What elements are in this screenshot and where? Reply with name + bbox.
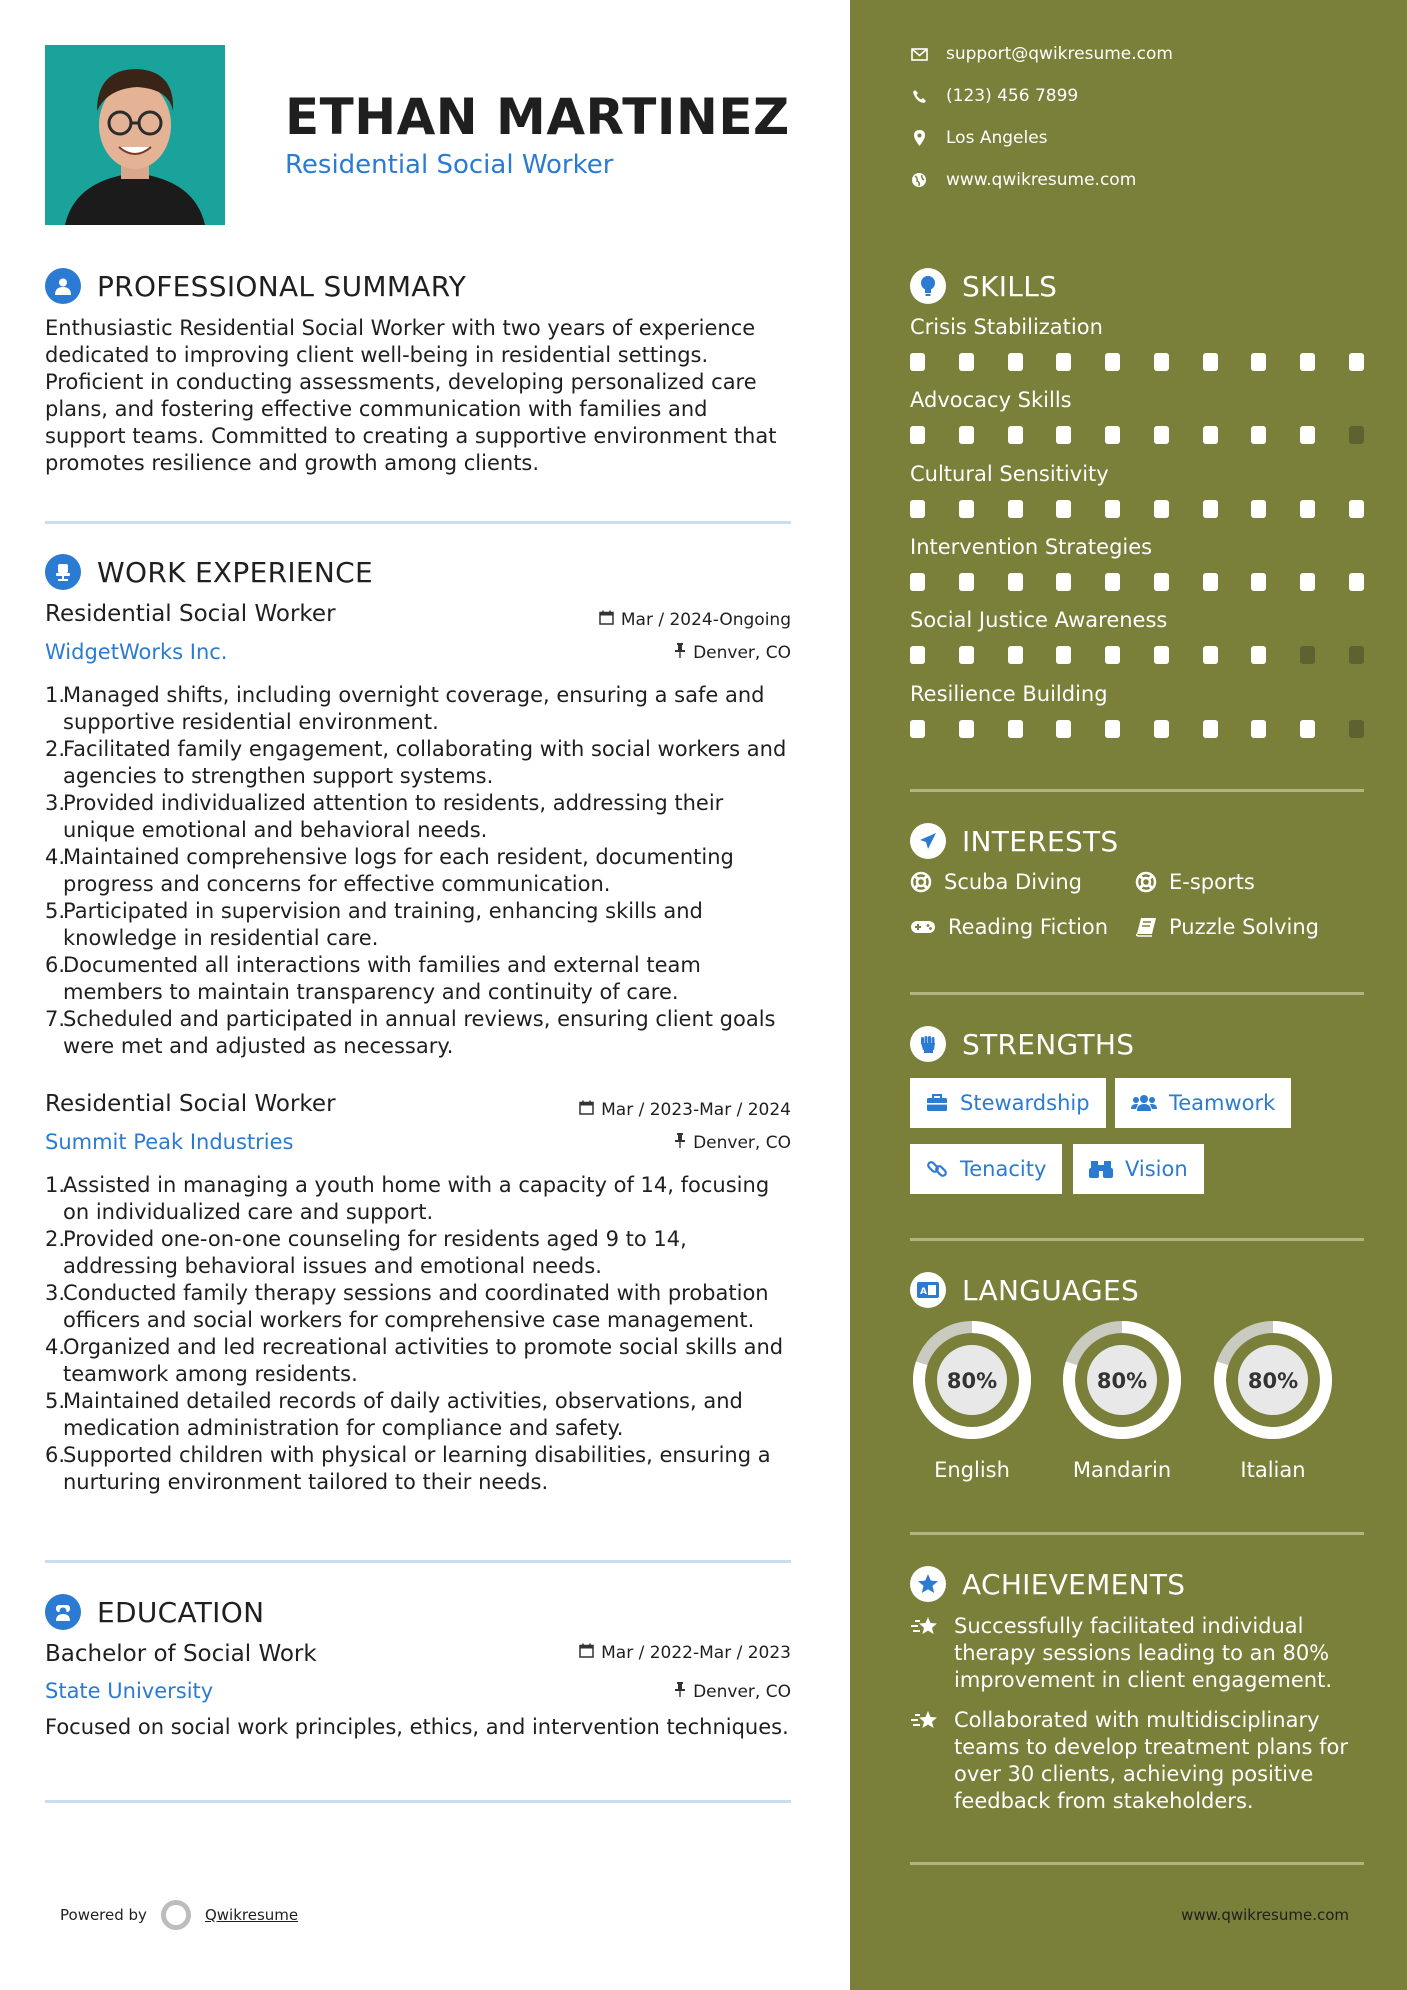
list-item: Maintained detailed records of daily activities, observations, and medication administration for compliance and safety. bbox=[63, 1389, 743, 1440]
skill-dot-filled bbox=[959, 500, 974, 518]
skill-dot-filled bbox=[1300, 573, 1315, 591]
list-item: Scheduled and participated in annual reviews, ensuring client goals were met and adjusted as necessary. bbox=[63, 1007, 776, 1058]
link-icon bbox=[926, 1158, 948, 1180]
skill-dot-filled bbox=[1056, 500, 1071, 518]
skill-dot-filled bbox=[1154, 500, 1169, 518]
location-text: Los Angeles bbox=[946, 128, 1048, 148]
strength-label: Teamwork bbox=[1169, 1091, 1276, 1115]
job-location bbox=[674, 643, 791, 663]
skill-name: Crisis Stabilization bbox=[910, 315, 1103, 339]
languages-title: LANGUAGES bbox=[962, 1273, 1140, 1307]
skill-dot-filled bbox=[1056, 646, 1071, 664]
briefcase-icon bbox=[926, 1094, 948, 1112]
skill-rating bbox=[910, 353, 1364, 371]
calendar-icon bbox=[599, 610, 614, 630]
binoculars-icon bbox=[1089, 1159, 1113, 1179]
skill-dot-filled bbox=[1203, 646, 1218, 664]
skill-dot-filled bbox=[959, 573, 974, 591]
skill-dot-filled bbox=[1008, 426, 1023, 444]
interest-label: E-sports bbox=[1169, 870, 1255, 894]
skill-dot-filled bbox=[1008, 500, 1023, 518]
education-location-text: Denver, CO bbox=[693, 1682, 791, 1702]
strength-label: Stewardship bbox=[960, 1091, 1090, 1115]
sidebar bbox=[850, 0, 1407, 1990]
skill-dot-filled bbox=[1008, 353, 1023, 371]
skill-dot-filled bbox=[910, 646, 925, 664]
job-dates bbox=[579, 1100, 791, 1120]
shooting-star-icon bbox=[910, 1709, 940, 1733]
candidate-role: Residential Social Worker bbox=[285, 150, 614, 180]
skill-dot-filled bbox=[1203, 353, 1218, 371]
calendar-icon bbox=[579, 1100, 594, 1120]
job-title: Residential Social Worker bbox=[45, 1091, 336, 1117]
language-percent: 80% bbox=[1096, 1369, 1148, 1393]
skill-dot-filled bbox=[959, 426, 974, 444]
lightbulb-icon bbox=[910, 268, 946, 304]
achievement-text: Successfully facilitated individual therapy sessions leading to an 80% improvement in client engagement. bbox=[954, 1614, 1333, 1692]
skill-name: Cultural Sensitivity bbox=[910, 462, 1109, 486]
section-divider bbox=[910, 789, 1364, 792]
pin-icon bbox=[674, 1682, 686, 1702]
list-item: Maintained comprehensive logs for each resident, documenting progress and concerns for effective communication. bbox=[63, 845, 734, 896]
skill-dot-filled bbox=[1154, 573, 1169, 591]
job-location-text: Denver, CO bbox=[693, 643, 791, 663]
powered-by-text: Powered by bbox=[60, 1906, 147, 1924]
job-duties-list bbox=[45, 682, 800, 1060]
section-divider bbox=[910, 1532, 1364, 1535]
contact-location bbox=[910, 128, 1048, 148]
skill-dot-filled bbox=[1203, 426, 1218, 444]
powered-by bbox=[60, 1900, 298, 1930]
skill-dot-filled bbox=[1349, 353, 1364, 371]
languages-heading bbox=[910, 1272, 1139, 1308]
skill-dot-filled bbox=[1105, 720, 1120, 738]
skill-dot-filled bbox=[1008, 720, 1023, 738]
job-title: Residential Social Worker bbox=[45, 601, 336, 627]
interest-label: Scuba Diving bbox=[944, 870, 1082, 894]
skill-name: Resilience Building bbox=[910, 682, 1108, 706]
skill-dot-filled bbox=[910, 426, 925, 444]
skill-dot-filled bbox=[1154, 353, 1169, 371]
section-divider bbox=[45, 521, 791, 524]
summary-heading bbox=[45, 268, 466, 304]
school-name: State University bbox=[45, 1679, 214, 1703]
skill-dot-filled bbox=[1154, 426, 1169, 444]
education-dates-text: Mar / 2022-Mar / 2023 bbox=[601, 1643, 791, 1663]
skill-dot-filled bbox=[1056, 573, 1071, 591]
language-name: English bbox=[934, 1458, 1010, 1482]
skill-dot-filled bbox=[910, 720, 925, 738]
skill-name: Social Justice Awareness bbox=[910, 608, 1168, 632]
interests-title: INTERESTS bbox=[962, 824, 1119, 858]
skill-rating bbox=[910, 500, 1364, 518]
lifebuoy-icon bbox=[910, 871, 932, 893]
pin-icon bbox=[674, 643, 686, 663]
svg-text:A: A bbox=[920, 1287, 927, 1297]
language-item bbox=[1060, 1318, 1184, 1482]
section-divider bbox=[45, 1560, 791, 1563]
skill-rating bbox=[910, 573, 1364, 591]
skill-dot-filled bbox=[1251, 500, 1266, 518]
skill-dot-filled bbox=[1008, 573, 1023, 591]
job-location-text: Denver, CO bbox=[693, 1133, 791, 1153]
summary-title: PROFESSIONAL SUMMARY bbox=[97, 269, 467, 303]
summary-text: Enthusiastic Residential Social Worker with two years of experience dedicated to improving client well-being in residential settings. Proficient in conducting assessments, developing personalized care plans, and fostering effective communication with families and support teams. Committed to creating a supportive environment that promotes resilience and growth among clients. bbox=[45, 316, 777, 475]
star-badge-icon bbox=[910, 1566, 946, 1602]
map-marker-icon bbox=[910, 129, 928, 147]
list-item: Supported children with physical or learning disabilities, ensuring a nurturing environment tailored to their needs. bbox=[63, 1443, 771, 1494]
skill-dot-filled bbox=[1349, 500, 1364, 518]
phone-text: (123) 456 7899 bbox=[946, 86, 1079, 106]
skill-dot-empty bbox=[1349, 646, 1364, 664]
strength-chip bbox=[1073, 1144, 1204, 1194]
degree-title: Bachelor of Social Work bbox=[45, 1641, 317, 1667]
skill-dot-filled bbox=[1105, 426, 1120, 444]
achievements-title: ACHIEVEMENTS bbox=[962, 1567, 1186, 1601]
interest-item bbox=[910, 915, 1108, 939]
contact-phone[interactable] bbox=[910, 86, 1078, 106]
skills-heading bbox=[910, 268, 1057, 304]
skill-dot-filled bbox=[1056, 426, 1071, 444]
strengths-heading bbox=[910, 1026, 1134, 1062]
skill-dot-filled bbox=[1154, 720, 1169, 738]
graduate-icon bbox=[45, 1594, 81, 1630]
skill-dot-filled bbox=[1105, 353, 1120, 371]
website-text: www.qwikresume.com bbox=[946, 170, 1137, 190]
skill-name: Intervention Strategies bbox=[910, 535, 1153, 559]
list-item: Assisted in managing a youth home with a capacity of 14, focusing on individualized care and support. bbox=[63, 1173, 770, 1224]
job-duties-list bbox=[45, 1172, 800, 1496]
skill-dot-filled bbox=[910, 500, 925, 518]
users-icon bbox=[1131, 1094, 1157, 1112]
language-progress-ring bbox=[1211, 1318, 1335, 1442]
skill-dot-filled bbox=[910, 353, 925, 371]
strength-label: Vision bbox=[1125, 1157, 1188, 1181]
language-item bbox=[910, 1318, 1034, 1482]
list-item: Conducted family therapy sessions and coordinated with probation officers and social workers for comprehensive case management. bbox=[63, 1281, 769, 1332]
education-description: Focused on social work principles, ethics, and intervention techniques. bbox=[45, 1715, 789, 1739]
language-progress-ring bbox=[1060, 1318, 1184, 1442]
gamepad-icon bbox=[910, 918, 936, 936]
skill-dot-filled bbox=[1105, 500, 1120, 518]
skill-dot-filled bbox=[1251, 720, 1266, 738]
fist-icon bbox=[910, 1026, 946, 1062]
achievement-item bbox=[910, 1707, 1370, 1815]
brand-link[interactable]: Qwikresume bbox=[204, 1906, 299, 1924]
phone-icon bbox=[910, 87, 928, 105]
language-percent: 80% bbox=[1247, 1369, 1299, 1393]
interest-item bbox=[910, 870, 1082, 894]
skill-dot-filled bbox=[1105, 646, 1120, 664]
skill-rating bbox=[910, 646, 1364, 664]
paper-plane-icon bbox=[910, 823, 946, 859]
skill-dot-filled bbox=[1251, 426, 1266, 444]
user-icon bbox=[45, 268, 81, 304]
candidate-name: ETHAN MARTINEZ bbox=[285, 88, 790, 146]
profile-photo bbox=[45, 45, 225, 225]
shooting-star-icon bbox=[910, 1615, 940, 1639]
skill-dot-empty bbox=[1349, 426, 1364, 444]
skill-dot-filled bbox=[1154, 646, 1169, 664]
calendar-icon bbox=[579, 1643, 594, 1663]
qwikresume-logo-icon bbox=[161, 1900, 191, 1930]
globe-icon bbox=[910, 171, 928, 189]
book-icon bbox=[1135, 917, 1157, 937]
email-text: support@qwikresume.com bbox=[946, 44, 1173, 64]
achievement-text: Collaborated with multidisciplinary teams to develop treatment plans for over 30 clients, achieving positive feedback from stakeholders. bbox=[954, 1708, 1348, 1813]
skill-dot-filled bbox=[1008, 646, 1023, 664]
language-icon bbox=[910, 1272, 946, 1308]
language-name: Mandarin bbox=[1072, 1458, 1172, 1482]
job-company: Summit Peak Industries bbox=[45, 1130, 294, 1154]
skill-dot-filled bbox=[1300, 500, 1315, 518]
section-divider bbox=[910, 1862, 1364, 1865]
skill-dot-filled bbox=[1203, 500, 1218, 518]
contact-email[interactable] bbox=[910, 44, 1173, 64]
language-progress-ring bbox=[910, 1318, 1034, 1442]
skill-rating bbox=[910, 720, 1364, 738]
skill-dot-filled bbox=[1300, 426, 1315, 444]
skill-dot-filled bbox=[1203, 720, 1218, 738]
list-item: Participated in supervision and training, enhancing skills and knowledge in residential care. bbox=[63, 899, 703, 950]
interest-label: Puzzle Solving bbox=[1169, 915, 1319, 939]
list-item: Managed shifts, including overnight coverage, ensuring a safe and supportive residential environment. bbox=[63, 683, 765, 734]
strength-chip bbox=[1115, 1078, 1291, 1128]
skill-dot-filled bbox=[910, 573, 925, 591]
skill-name: Advocacy Skills bbox=[910, 388, 1072, 412]
interest-item bbox=[1135, 915, 1319, 939]
strength-chip bbox=[910, 1144, 1062, 1194]
language-percent: 80% bbox=[946, 1369, 998, 1393]
skill-dot-filled bbox=[1349, 573, 1364, 591]
education-dates bbox=[579, 1643, 791, 1663]
job-location bbox=[674, 1133, 791, 1153]
skill-dot-filled bbox=[959, 720, 974, 738]
lifebuoy-icon bbox=[1135, 871, 1157, 893]
list-item: Provided one-on-one counseling for residents aged 9 to 14, addressing behavioral issues and emotional needs. bbox=[63, 1227, 687, 1278]
strength-label: Tenacity bbox=[960, 1157, 1047, 1181]
skill-dot-filled bbox=[1251, 353, 1266, 371]
language-name: Italian bbox=[1240, 1458, 1306, 1482]
achievements-heading bbox=[910, 1566, 1185, 1602]
chair-icon bbox=[45, 554, 81, 590]
language-item bbox=[1211, 1318, 1335, 1482]
strength-chip bbox=[910, 1078, 1106, 1128]
interest-item bbox=[1135, 870, 1255, 894]
skill-dot-filled bbox=[1056, 720, 1071, 738]
job-company: WidgetWorks Inc. bbox=[45, 640, 228, 664]
interest-label: Reading Fiction bbox=[948, 915, 1109, 939]
footer-website[interactable]: www.qwikresume.com bbox=[1181, 1906, 1349, 1924]
strengths-title: STRENGTHS bbox=[962, 1027, 1135, 1061]
skill-dot-filled bbox=[1056, 353, 1071, 371]
education-heading bbox=[45, 1594, 264, 1630]
skill-rating bbox=[910, 426, 1364, 444]
skill-dot-empty bbox=[1300, 646, 1315, 664]
interests-heading bbox=[910, 823, 1119, 859]
pin-icon bbox=[674, 1133, 686, 1153]
experience-heading bbox=[45, 554, 373, 590]
list-item: Facilitated family engagement, collaborating with social workers and agencies to strengthen support systems. bbox=[63, 737, 787, 788]
skill-dot-empty bbox=[1349, 720, 1364, 738]
skill-dot-filled bbox=[1300, 720, 1315, 738]
list-item: Documented all interactions with families and external team members to maintain transparency and continuity of care. bbox=[63, 953, 701, 1004]
skill-dot-filled bbox=[1251, 646, 1266, 664]
skill-dot-filled bbox=[959, 353, 974, 371]
section-divider bbox=[45, 1800, 791, 1803]
skill-dot-filled bbox=[1203, 573, 1218, 591]
section-divider bbox=[910, 1238, 1364, 1241]
job-dates-text: Mar / 2023-Mar / 2024 bbox=[601, 1100, 791, 1120]
experience-title: WORK EXPERIENCE bbox=[97, 555, 373, 589]
list-item: Organized and led recreational activities to promote social skills and teamwork among residents. bbox=[63, 1335, 784, 1386]
list-item: Provided individualized attention to residents, addressing their unique emotional and behavioral needs. bbox=[63, 791, 724, 842]
education-title: EDUCATION bbox=[97, 1595, 265, 1629]
education-location bbox=[674, 1682, 791, 1702]
skill-dot-filled bbox=[1251, 573, 1266, 591]
section-divider bbox=[910, 992, 1364, 995]
job-dates bbox=[599, 610, 791, 630]
skills-title: SKILLS bbox=[962, 269, 1058, 303]
skill-dot-filled bbox=[1300, 353, 1315, 371]
skill-dot-filled bbox=[1105, 573, 1120, 591]
skill-dot-filled bbox=[959, 646, 974, 664]
envelope-icon bbox=[910, 45, 928, 63]
job-dates-text: Mar / 2024-Ongoing bbox=[620, 610, 791, 630]
achievement-item bbox=[910, 1613, 1370, 1694]
contact-website[interactable] bbox=[910, 170, 1136, 190]
